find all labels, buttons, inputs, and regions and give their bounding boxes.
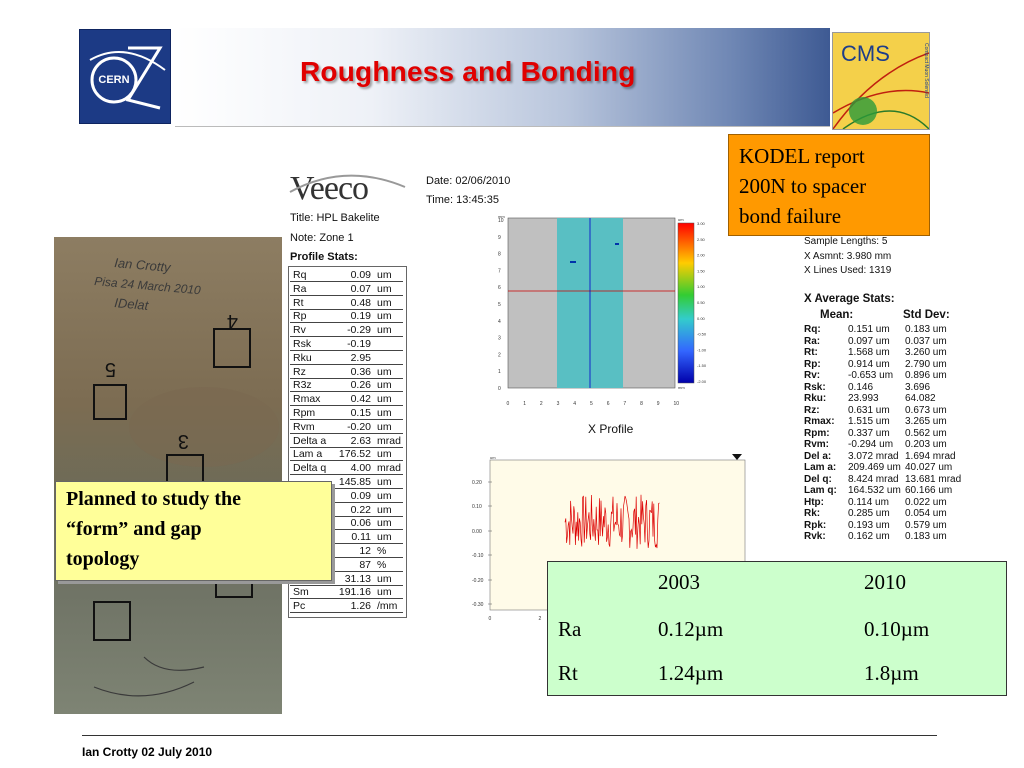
profile-stat-value: 0.22	[350, 503, 371, 516]
profile-stat-name: Delta q	[293, 462, 327, 475]
profile-stat-unit: um	[377, 572, 392, 585]
profile-stat-row	[290, 421, 403, 434]
profile-stat-value: 0.42	[350, 393, 371, 406]
profile-stat-unit: um	[377, 379, 392, 392]
svg-text:Pisa 24 March 2010: Pisa 24 March 2010	[93, 274, 202, 298]
x-stat-name: Rq:	[804, 324, 821, 335]
planned-callout	[55, 481, 332, 581]
header-2010: 2010	[864, 570, 906, 594]
x-stat-std: 3.260 um	[905, 347, 947, 358]
planned-line-1: Planned to study the	[66, 488, 242, 510]
x-stat-mean: 0.114 um	[848, 496, 889, 508]
map-y-tick: 4	[498, 318, 501, 325]
svg-text:3: 3	[177, 430, 189, 452]
x-stat-std: 40.027 um	[905, 462, 953, 473]
profile-stat-unit: um	[377, 269, 392, 281]
x-mean-header: Mean:	[820, 309, 854, 321]
x-stat-std: 60.166 um	[905, 485, 953, 496]
x-stat-mean: 23.993	[848, 393, 879, 404]
x-stat-std: 64.082	[905, 393, 936, 404]
x-sample-lengths: Sample Lengths: 5	[804, 236, 888, 247]
profile-stat-value: -0.19	[347, 338, 371, 350]
color-scale-tick: -0.50	[697, 331, 707, 337]
x-stat-std: 0.203 um	[905, 439, 947, 450]
x-stat-name: Lam q:	[804, 485, 837, 496]
report-time: Time: 13:45:35	[426, 194, 499, 206]
x-stat-name: Lam a:	[804, 462, 837, 473]
color-scale-bar	[678, 223, 694, 383]
report-title: Title: HPL Bakelite	[290, 212, 380, 224]
x-stat-mean: 3.072 mrad	[848, 450, 899, 462]
map-y-tick: 3	[498, 335, 501, 342]
profile-x-tick: 0	[488, 616, 492, 622]
map-x-tick: 0	[506, 401, 510, 407]
profile-stat-unit: um	[377, 310, 392, 323]
x-stat-name: Rvk:	[804, 531, 826, 542]
profile-stat-unit: um	[377, 476, 392, 488]
profile-stat-value: 2.63	[350, 434, 371, 447]
profile-stat-unit: um	[377, 282, 392, 295]
x-stat-mean: 0.097 um	[848, 335, 890, 347]
map-x-axis	[507, 401, 680, 407]
map-y-tick: 5	[498, 302, 501, 308]
svg-text:mm: mm	[678, 385, 685, 390]
x-stat-std: 0.579 um	[905, 519, 947, 531]
x-stat-std: 0.183 um	[905, 324, 947, 335]
profile-stat-value: 0.07	[350, 282, 371, 295]
profile-y-tick: -0.30	[472, 602, 484, 608]
profile-stat-row	[290, 324, 403, 337]
profile-stat-name: Rpm	[293, 407, 316, 419]
x-stat-std: 13.681 mrad	[905, 473, 962, 485]
map-x-tick: 7	[623, 401, 627, 407]
x-stat-mean: 0.631 um	[848, 404, 890, 416]
planned-line-2: “form” and gap	[66, 518, 202, 540]
map-y-tick: 7	[498, 268, 501, 275]
profile-stat-value: 0.06	[350, 517, 371, 530]
profile-y-tick: -0.20	[472, 578, 484, 584]
profile-stat-unit: %	[377, 545, 387, 557]
profile-stat-unit: um	[377, 324, 392, 337]
x-stat-std: 3.265 um	[905, 416, 947, 427]
profile-stat-row	[290, 283, 403, 296]
sample-photo	[54, 237, 282, 714]
svg-text:IDelat: IDelat	[113, 295, 149, 313]
profile-stat-value: 0.26	[350, 379, 371, 392]
map-y-tick: 2	[498, 352, 501, 359]
profile-stat-value: 2.95	[350, 351, 371, 364]
map-y-tick: 1	[498, 369, 501, 376]
profile-stat-value: 1.26	[350, 600, 371, 613]
svg-text:CMS: CMS	[841, 41, 890, 66]
svg-text:Ian Crotty: Ian Crotty	[113, 255, 172, 275]
profile-stat-name: Rp	[293, 310, 307, 323]
profile-stat-value: 0.11	[351, 531, 371, 544]
map-y-tick: 6	[498, 285, 501, 292]
x-stat-name: Del a:	[804, 450, 832, 462]
color-scale-tick: -2.00	[697, 379, 707, 384]
profile-stat-row	[290, 352, 403, 365]
map-x-tick: 5	[590, 401, 593, 407]
profile-stat-name: Rmax	[293, 393, 321, 406]
x-stat-name: Rsk:	[804, 381, 826, 393]
x-stat-name: Rv:	[804, 370, 821, 381]
profile-stats-heading: Profile Stats:	[290, 251, 358, 263]
color-scale-tick: -1.00	[697, 347, 707, 353]
x-stat-name: Del q:	[804, 473, 832, 485]
profile-stat-unit: mrad	[377, 462, 401, 475]
comparison-table	[547, 561, 1007, 696]
row-rt-label: Rt	[558, 661, 578, 685]
report-note: Note: Zone 1	[290, 232, 354, 244]
profile-y-tick: 0.10	[472, 504, 482, 510]
profile-stat-name: Rsk	[293, 338, 312, 350]
profile-stat-name: Delta a	[293, 434, 327, 447]
profile-stat-row	[290, 435, 403, 448]
x-stat-name: Rmax:	[804, 416, 835, 427]
svg-text:um: um	[490, 455, 496, 460]
x-stat-mean: 1.515 um	[848, 416, 890, 427]
profile-stat-unit: um	[377, 586, 392, 599]
profile-stat-name: Rvm	[293, 420, 315, 433]
profile-stat-value: 87	[359, 558, 371, 571]
profile-stat-value: 0.19	[350, 310, 371, 323]
color-scale-tick: -1.50	[697, 363, 707, 369]
kodel-line-3: bond failure	[739, 204, 842, 228]
profile-stat-value: 0.36	[350, 365, 371, 378]
profile-stat-value: 191.16	[338, 586, 371, 599]
profile-stat-unit: um	[377, 393, 392, 406]
profile-x-axis	[489, 616, 542, 622]
profile-stat-unit: mrad	[377, 434, 401, 447]
profile-stat-row	[290, 297, 403, 310]
profile-stat-row	[290, 379, 403, 392]
x-stat-mean: 164.532 um	[848, 485, 901, 496]
footer-text: Ian Crotty 02 July 2010	[82, 745, 213, 759]
profile-marker-icon	[732, 454, 742, 460]
profile-stat-row	[290, 338, 403, 351]
profile-stat-unit: um	[377, 420, 392, 433]
x-stat-mean: 0.151 um	[848, 324, 890, 335]
x-stat-std: 3.696	[905, 381, 931, 393]
x-lines-used: X Lines Used: 1319	[804, 265, 892, 276]
map-y-tick: 10	[498, 218, 504, 224]
profile-stat-unit: um	[377, 503, 392, 516]
profile-stat-row	[290, 310, 403, 323]
profile-stat-name: Rq	[293, 269, 307, 281]
color-scale-tick: 1.50	[697, 268, 705, 274]
x-stat-name: Rpm:	[804, 427, 830, 439]
map-x-tick: 1	[523, 401, 526, 407]
map-x-tick: 4	[573, 401, 577, 407]
svg-text:mm: mm	[498, 214, 505, 219]
planned-line-3: topology	[66, 548, 140, 570]
x-stat-mean: 0.914 um	[848, 358, 890, 370]
profile-stat-value: 31.13	[344, 572, 371, 585]
profile-stat-value: 4.00	[350, 462, 371, 475]
x-stat-mean: 1.568 um	[848, 347, 890, 358]
map-y-tick: 9	[498, 234, 501, 241]
footer-divider	[82, 735, 937, 736]
profile-stat-name: Lam a	[293, 448, 323, 461]
map-x-tick: 2	[539, 401, 543, 407]
map-x-tick: 10	[673, 401, 680, 407]
map-y-tick: 0	[498, 386, 501, 392]
x-stat-name: Rt:	[804, 347, 818, 358]
x-stat-std: 0.673 um	[905, 404, 947, 416]
map-x-tick: 9	[656, 401, 660, 407]
color-scale-tick: 2.00	[697, 252, 705, 258]
page-title: Roughness and Bonding	[300, 56, 636, 87]
x-stat-mean: 0.337 um	[848, 427, 890, 439]
x-stat-mean: 0.193 um	[848, 519, 890, 531]
cern-logo	[79, 29, 171, 124]
x-stat-name: Ra:	[804, 335, 821, 347]
row-ra-2003: 0.12µm	[658, 617, 724, 641]
surface-map	[480, 213, 720, 413]
x-stat-name: Rp:	[804, 358, 821, 370]
x-stat-std: 0.037 um	[905, 335, 947, 347]
map-y-axis	[498, 218, 504, 392]
profile-stat-unit: um	[377, 407, 392, 419]
x-stat-name: Rk:	[804, 508, 821, 519]
profile-y-tick: 0.20	[472, 480, 482, 486]
report-date: Date: 02/06/2010	[426, 175, 511, 187]
x-std-header: Std Dev:	[903, 309, 950, 321]
profile-stat-name: Rku	[293, 351, 312, 364]
color-scale-tick: 3.00	[697, 221, 705, 226]
svg-text:4: 4	[226, 310, 238, 332]
profile-stat-value: 0.48	[350, 296, 371, 309]
x-stat-name: Rpk:	[804, 519, 827, 531]
x-stat-mean: 0.162 um	[848, 531, 890, 542]
profile-stat-unit: um	[377, 365, 392, 378]
map-x-tick: 8	[640, 401, 643, 407]
veeco-logo: Veeco	[290, 170, 369, 207]
profile-stat-unit: um	[377, 517, 392, 530]
x-asmnt: X Asmnt: 3.980 mm	[804, 251, 892, 262]
cern-logo-icon	[80, 30, 170, 123]
profile-stat-name: Rt	[293, 296, 304, 309]
profile-stat-row	[290, 366, 403, 379]
profile-stat-unit: %	[377, 558, 387, 571]
row-rt-2003: 1.24µm	[658, 661, 724, 685]
profile-stat-name: R3z	[293, 379, 312, 392]
x-stat-mean: 209.469 um	[848, 462, 901, 473]
profile-stat-value: 12	[359, 545, 371, 557]
x-stat-name: Rz:	[804, 404, 820, 416]
profile-stat-row	[290, 407, 403, 420]
profile-stat-value: -0.20	[347, 420, 371, 433]
x-stat-mean: 0.285 um	[848, 508, 890, 519]
veeco-swoosh-icon	[285, 172, 410, 212]
map-y-tick: 8	[498, 251, 501, 258]
x-stat-std: 0.054 um	[905, 508, 947, 519]
profile-stat-value: 0.09	[350, 269, 371, 281]
profile-y-tick: 0.00	[472, 529, 482, 535]
profile-stat-value: 176.52	[338, 448, 371, 461]
profile-stat-row	[290, 448, 403, 461]
cms-logo-icon	[833, 33, 929, 129]
x-stat-name: Rku:	[804, 393, 827, 404]
x-stat-std: 2.790 um	[905, 358, 947, 370]
kodel-line-1: KODEL report	[739, 144, 865, 168]
profile-stat-row	[290, 393, 403, 406]
profile-stat-row	[290, 462, 403, 475]
profile-stat-unit: um	[377, 489, 392, 502]
kodel-callout	[728, 134, 930, 236]
profile-stat-row	[290, 600, 403, 613]
profile-stat-row	[290, 586, 403, 599]
color-scale-ticks	[697, 221, 707, 384]
x-stat-name: Rvm:	[804, 439, 830, 450]
color-scale-tick: 1.00	[697, 284, 705, 290]
profile-stat-unit: um	[377, 448, 392, 461]
profile-stat-name: Ra	[293, 282, 307, 295]
row-ra-label: Ra	[558, 617, 582, 641]
row-ra-2010: 0.10µm	[864, 617, 930, 641]
profile-stat-name: Pc	[293, 600, 306, 613]
color-scale-tick: 2.50	[697, 236, 705, 242]
map-x-tick: 3	[556, 401, 560, 407]
profile-x-tick: 2	[538, 616, 542, 622]
profile-stat-value: 0.15	[350, 407, 371, 419]
x-average-heading: X Average Stats:	[804, 293, 895, 305]
svg-text:um: um	[678, 217, 684, 222]
color-scale-tick: 0.00	[697, 315, 705, 321]
x-stat-mean: 8.424 mrad	[848, 473, 899, 485]
color-scale-tick: 0.50	[697, 300, 705, 305]
svg-text:5: 5	[104, 358, 116, 380]
profile-stat-value: -0.29	[347, 324, 371, 337]
x-stat-std: 0.562 um	[905, 427, 947, 439]
header-2003: 2003	[658, 570, 700, 594]
x-stat-mean: -0.294 um	[848, 439, 894, 450]
profile-stat-unit: um	[377, 296, 392, 309]
profile-y-tick: -0.10	[472, 553, 484, 559]
x-stat-std: 0.896 um	[905, 370, 947, 381]
x-stat-std: 1.694 mrad	[905, 450, 956, 462]
svg-text:Compact Muon Solenoid: Compact Muon Solenoid	[923, 43, 929, 98]
x-profile-title: X Profile	[588, 422, 634, 436]
kodel-line-2: 200N to spacer	[739, 174, 867, 198]
header-divider	[175, 126, 830, 127]
x-stat-mean: -0.653 um	[848, 370, 894, 381]
x-stat-std: 0.022 um	[905, 496, 947, 508]
profile-stat-unit: um	[377, 531, 392, 544]
map-x-tick: 6	[606, 401, 610, 407]
x-stat-name: Htp:	[804, 496, 824, 508]
profile-y-axis	[472, 480, 492, 608]
row-rt-2010: 1.8µm	[864, 661, 919, 685]
profile-stat-unit: /mm	[377, 600, 398, 613]
profile-stat-name: Rv	[293, 324, 306, 337]
profile-stat-value: 0.09	[350, 489, 371, 502]
profile-stat-name: Sm	[293, 586, 309, 599]
sample-photo-drawing	[54, 237, 282, 714]
profile-stat-name: Rz	[293, 365, 306, 378]
profile-stat-row	[290, 269, 403, 282]
x-stat-mean: 0.146	[848, 381, 874, 393]
svg-text:CERN: CERN	[98, 74, 130, 86]
x-stat-std: 0.183 um	[905, 531, 947, 542]
profile-stat-value: 145.85	[338, 476, 371, 488]
cms-logo	[832, 32, 930, 130]
